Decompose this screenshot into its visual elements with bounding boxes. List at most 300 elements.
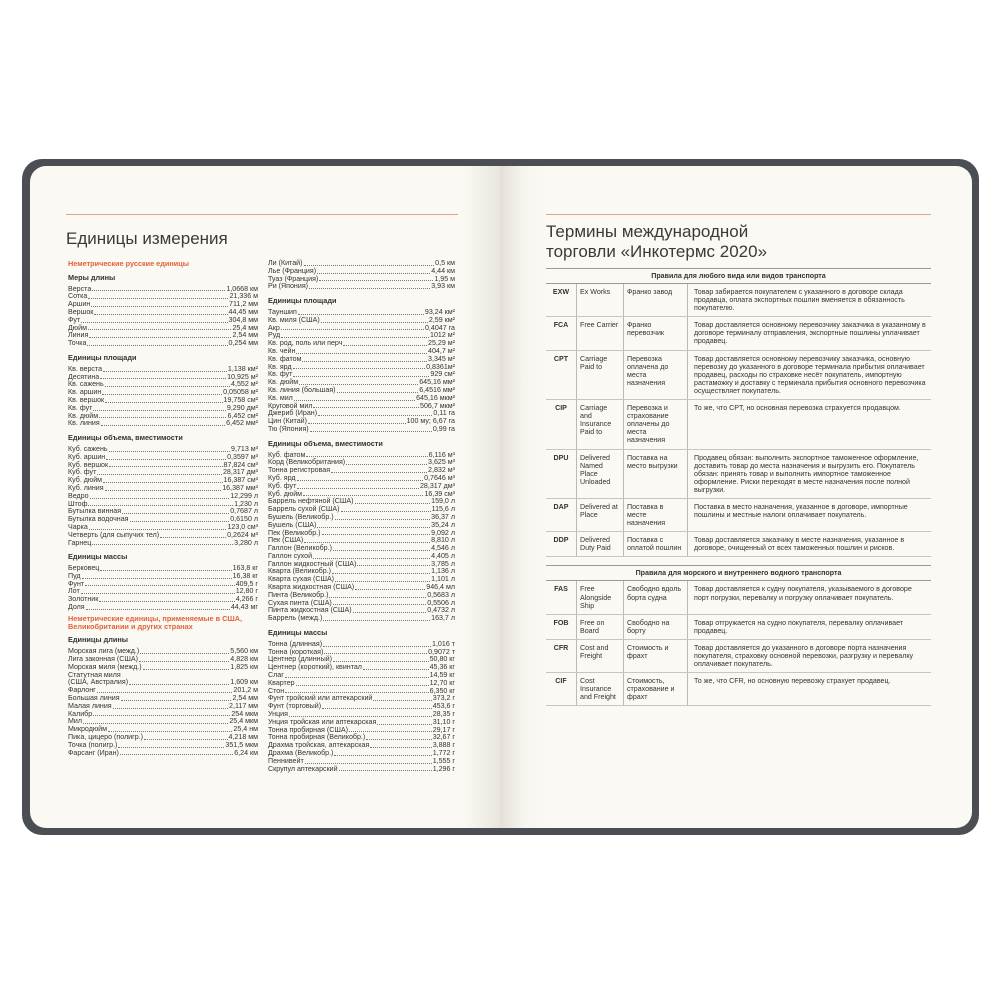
unit-value: 4,546 л xyxy=(431,544,455,553)
unit-value: 44,45 мм xyxy=(228,307,258,316)
unit-value: 3,625 м³ xyxy=(428,458,455,467)
unit-row xyxy=(268,672,455,680)
dot-leader xyxy=(309,283,430,289)
unit-name: Тонна пробирная (США) xyxy=(268,725,348,734)
unit-value: 1,95 м xyxy=(434,274,455,283)
unit-value: 16,387 см³ xyxy=(223,476,258,485)
unit-value: 16,38 кг xyxy=(232,571,258,580)
unit-name: Штоф xyxy=(68,499,88,508)
section-heading: Единицы площади xyxy=(68,352,137,362)
unit-value: 2,54 мм xyxy=(232,331,258,340)
incoterm-code: CIP xyxy=(546,400,577,448)
unit-name: Пек (Великобр.) xyxy=(268,528,321,537)
unit-name: Унция тройская или аптекарская xyxy=(268,717,377,726)
incoterm-description: То же, что CFR, но основную перевозку страхует продавец. xyxy=(694,677,891,686)
dot-leader xyxy=(322,703,432,709)
unit-value: 163,7 л xyxy=(431,614,455,623)
dot-leader xyxy=(89,332,231,338)
incoterm-english: Delivered at Place xyxy=(577,499,624,531)
unit-name: Тю (Япония) xyxy=(268,424,309,433)
unit-row xyxy=(268,680,455,688)
unit-value: 25,4 нм xyxy=(233,725,258,734)
unit-value: 6,452 см² xyxy=(227,411,258,420)
dot-leader xyxy=(140,648,229,654)
dot-leader xyxy=(113,703,228,709)
unit-name: Кв. чейн xyxy=(268,346,296,355)
unit-value: 16,387 мм³ xyxy=(222,483,258,492)
dot-leader xyxy=(99,413,226,419)
dot-leader xyxy=(333,600,426,606)
right-title-line-1: Термины международной xyxy=(546,222,749,241)
dot-leader xyxy=(281,325,424,331)
incoterm-description: Товар забирается покупателем с указанного в договоре склада продавца, оплата экспортных пошлин вменяется в обязанность покупателю. xyxy=(694,288,905,313)
unit-name: Тонна (длинная) xyxy=(268,639,323,648)
dot-leader xyxy=(81,588,235,594)
incoterm-english: Carriage and Insurance Paid to xyxy=(577,400,624,448)
unit-value: 0,11 га xyxy=(433,409,455,418)
incoterm-row xyxy=(546,615,931,640)
unit-name: Куб. фатом xyxy=(268,450,306,459)
incoterm-russian: Перевозка оплачена до места назначения xyxy=(624,351,688,399)
unit-name: Кв. род, поль или перч xyxy=(268,339,343,348)
unit-value: 1,296 г xyxy=(432,764,455,773)
unit-name: Центнер (длинный) xyxy=(268,655,332,664)
incoterm-row xyxy=(546,640,931,673)
unit-name: Бушель (США) xyxy=(268,520,317,529)
unit-name: Квартер xyxy=(268,678,295,687)
dot-leader xyxy=(130,516,230,522)
dot-leader xyxy=(129,679,229,685)
unit-name: Драхма (Великобр.) xyxy=(268,749,334,758)
unit-name: Пек (США) xyxy=(268,536,304,545)
unit-name: Галлон (Великобр.) xyxy=(268,544,332,553)
unit-name: Драхма тройская, аптекарская xyxy=(268,741,370,750)
units-column-2 xyxy=(268,260,455,773)
unit-value: 4,218 мм xyxy=(228,733,258,742)
unit-value: 163,8 кг xyxy=(232,564,258,573)
unit-value: 254 мкм xyxy=(231,709,258,718)
unit-value: 87,824 см³ xyxy=(223,460,258,469)
unit-name: Стон xyxy=(268,686,285,695)
unit-value: 0,05058 м² xyxy=(223,388,258,397)
dot-leader xyxy=(285,672,429,678)
dot-leader xyxy=(99,596,234,602)
dot-leader xyxy=(88,325,231,331)
unit-row xyxy=(268,766,455,774)
unit-name: Лье (Франция) xyxy=(268,266,317,275)
unit-value: 0,9072 т xyxy=(428,647,455,656)
incoterm-description: Товар доставляется основному перевозчику заказчика в указанному в договоре терминалу отправления, экспортные пошлины уплачивает продавец. xyxy=(694,321,926,346)
unit-name: Кв. фатом xyxy=(268,354,302,363)
unit-row xyxy=(68,532,258,540)
unit-row xyxy=(268,364,455,372)
incoterm-row xyxy=(546,284,931,317)
unit-value: 453,6 г xyxy=(432,702,455,711)
unit-value: 1,0668 км xyxy=(226,284,258,293)
dot-leader xyxy=(88,501,233,507)
unit-name: Кв. аршин xyxy=(68,388,102,397)
unit-name: Ри (Япония) xyxy=(268,282,309,291)
unit-row xyxy=(268,703,455,711)
unit-value: 373,2 г xyxy=(432,694,455,703)
unit-value: 2,117 мм xyxy=(229,701,258,710)
dot-leader xyxy=(100,565,231,571)
incoterm-row xyxy=(546,673,931,706)
unit-name: Четверть (для сыпучих тел) xyxy=(68,530,160,539)
dot-leader xyxy=(285,688,428,694)
unit-name: Мил xyxy=(68,717,83,726)
unit-name: Джериб (Иран) xyxy=(268,409,318,418)
unit-name: Галлон сухой xyxy=(268,551,313,560)
unit-value: 711,2 мм xyxy=(229,300,258,309)
unit-name: Фунт (торговый) xyxy=(268,702,322,711)
incoterm-row xyxy=(546,317,931,350)
unit-name: Бушель (Великобр.) xyxy=(268,512,334,521)
dot-leader xyxy=(100,374,226,380)
unit-name: (США, Австралия) xyxy=(68,678,129,687)
dot-leader xyxy=(302,356,427,362)
dot-leader xyxy=(322,530,431,536)
units-column-1 xyxy=(68,260,258,757)
unit-row xyxy=(68,420,258,428)
incoterm-english: Delivered Duty Paid xyxy=(577,532,624,556)
unit-value: 201,2 м xyxy=(233,686,258,695)
unit-value: 50,80 кг xyxy=(429,655,455,664)
unit-name: Фарсанг (Иран) xyxy=(68,748,119,757)
unit-name: Сухая пинта (США) xyxy=(268,598,332,607)
unit-value: 946,4 мл xyxy=(426,583,455,592)
unit-value: 115,6 л xyxy=(431,505,455,514)
unit-name: Кв. линия (большая) xyxy=(268,385,336,394)
unit-name: Чарка xyxy=(68,522,88,531)
unit-row xyxy=(268,325,455,333)
incoterm-english: Cost and Freight xyxy=(577,640,624,672)
incoterm-row xyxy=(546,400,931,449)
unit-name: Кварта жидкостная (США) xyxy=(268,583,355,592)
unit-name: Куб. фут xyxy=(68,468,97,477)
unit-value: 0,6150 л xyxy=(230,515,258,524)
incoterm-row xyxy=(546,499,931,532)
dot-leader xyxy=(109,446,230,452)
unit-value: 0,254 мм xyxy=(228,339,258,348)
dot-leader xyxy=(81,317,227,323)
unit-name: Туаз (Франция) xyxy=(268,274,319,283)
dot-leader xyxy=(332,568,430,574)
unit-value: 1,016 т xyxy=(432,639,455,648)
unit-value: 929 см² xyxy=(430,370,455,379)
unit-name: Кварта сухая (США) xyxy=(268,575,335,584)
unit-name: Кв. ярд xyxy=(268,362,292,371)
incoterm-russian: Свободно вдоль борта судна xyxy=(624,581,688,613)
unit-row xyxy=(68,325,258,333)
unit-name: Большая линия xyxy=(68,694,120,703)
unit-value: 2,54 мм xyxy=(232,694,258,703)
unit-name: Фунт xyxy=(68,579,85,588)
unit-name: Кв. сажень xyxy=(68,380,104,389)
unit-name: Куб. линия xyxy=(68,483,104,492)
unit-name-line: Статутная миля xyxy=(68,670,121,679)
dot-leader xyxy=(108,726,232,732)
unit-row xyxy=(68,565,258,573)
dot-leader xyxy=(297,483,419,489)
dot-leader xyxy=(310,426,432,432)
dot-leader xyxy=(353,607,427,613)
unit-value: 25,4 мм xyxy=(232,323,258,332)
unit-name: Куб. сажень xyxy=(68,444,108,453)
unit-value: 645,16 мкм² xyxy=(416,393,455,402)
dot-leader xyxy=(89,524,227,530)
dot-leader xyxy=(333,545,430,551)
unit-value: 304,8 мм xyxy=(228,315,258,324)
unit-name: Кв. миля (США) xyxy=(268,315,320,324)
incoterm-code: FCA xyxy=(546,317,577,349)
unit-row xyxy=(68,493,258,501)
unit-name: Кв. верста xyxy=(68,364,103,373)
dot-leader xyxy=(308,418,406,424)
incoterm-code: CIF xyxy=(546,673,577,705)
dot-leader xyxy=(109,462,222,468)
dot-leader xyxy=(120,750,233,756)
unit-row xyxy=(68,573,258,581)
unit-name: Тонна (короткая) xyxy=(268,647,324,656)
unit-value: 45,36 кг xyxy=(429,663,455,672)
dot-leader xyxy=(97,687,233,693)
right-title-rule xyxy=(546,214,931,215)
unit-name: Калибр xyxy=(68,709,93,718)
unit-name: Морская лига (межд.) xyxy=(68,647,140,656)
left-page xyxy=(30,166,500,828)
incoterm-english: Free Alongside Ship xyxy=(577,581,624,613)
dot-leader xyxy=(296,680,429,686)
incoterm-english: Free on Board xyxy=(577,615,624,639)
unit-value: 1,230 л xyxy=(234,499,258,508)
unit-value: 0,99 га xyxy=(432,424,455,433)
dot-leader xyxy=(90,493,230,499)
unit-name: Пинта (Великобр.) xyxy=(268,590,329,599)
unit-name: Бутылка винная xyxy=(68,507,122,516)
section-heading-red: Неметрические русские единицы xyxy=(68,259,189,268)
dot-leader xyxy=(94,309,227,315)
unit-value: 4,405 л xyxy=(431,551,455,560)
unit-name: Верста xyxy=(68,284,92,293)
unit-value: 1,609 км xyxy=(230,678,258,687)
unit-name: Слаг xyxy=(268,671,284,680)
unit-value: 32,67 г xyxy=(432,733,455,742)
incoterm-russian: Поставка на место выгрузки xyxy=(624,450,688,498)
unit-value: 2,59 км² xyxy=(428,315,455,324)
dot-leader xyxy=(93,711,230,717)
dot-leader xyxy=(88,293,228,299)
dot-leader xyxy=(85,581,235,587)
unit-value: 9,092 л xyxy=(431,528,455,537)
incoterm-english: Cost Insurance and Freight xyxy=(577,673,624,705)
dot-leader xyxy=(97,469,222,475)
incoterm-english: Free Carrier xyxy=(577,317,624,349)
unit-row xyxy=(68,703,258,711)
unit-row xyxy=(68,540,258,548)
unit-value: 31,10 г xyxy=(432,717,455,726)
unit-value: 4,552 м² xyxy=(231,380,258,389)
unit-value: 506,7 мкм² xyxy=(420,401,455,410)
unit-name: Куб. дюйм xyxy=(68,476,103,485)
unit-name: Тонна пробирная (Великобр.) xyxy=(268,733,366,742)
unit-value: 29,17 г xyxy=(432,725,455,734)
incoterm-description: Поставка в место назначения, указанное в договоре, импортные пошлины и местные налоги оплачивает покупатель. xyxy=(694,502,908,520)
unit-name: Точка xyxy=(68,339,87,348)
left-title-rule xyxy=(66,214,458,215)
incoterm-russian: Перевозка и страхование оплачены до места назначения xyxy=(624,400,688,448)
unit-name: Куб. ярд xyxy=(268,473,296,482)
dot-leader xyxy=(323,641,431,647)
dot-leader xyxy=(313,403,419,409)
unit-value: 12,299 л xyxy=(230,491,258,500)
incoterm-russian: Стоимость и фрахт xyxy=(624,640,688,672)
rules-section-header: Правила для любого вида или видов транспорта xyxy=(546,268,931,284)
unit-row xyxy=(68,340,258,348)
unit-value: 3,345 м² xyxy=(428,354,455,363)
dot-leader xyxy=(304,537,430,543)
incoterm-code: EXW xyxy=(546,284,577,316)
dot-leader xyxy=(331,467,427,473)
unit-name: Пика, цицеро (полигр.) xyxy=(68,733,143,742)
section-heading: Единицы объема, вместимости xyxy=(268,438,383,448)
dot-leader xyxy=(122,508,229,514)
unit-name: Корд (Великобритания) xyxy=(268,458,346,467)
incoterm-russian: Свободно на борту xyxy=(624,615,688,639)
unit-value: 28,35 г xyxy=(432,710,455,719)
unit-name: Фут xyxy=(68,315,81,324)
dot-leader xyxy=(91,301,228,307)
dot-leader xyxy=(357,561,430,567)
unit-value: 28,317 дм³ xyxy=(222,468,258,477)
unit-name: Цин (Китай) xyxy=(268,417,307,426)
unit-name: Кварта (Великобр.) xyxy=(268,567,332,576)
section-heading: Единицы длины xyxy=(68,635,129,645)
dot-leader xyxy=(105,381,230,387)
section-heading: Единицы массы xyxy=(68,552,128,562)
unit-name: Берковец xyxy=(68,564,100,573)
unit-value: 0,4732 л xyxy=(427,606,455,615)
unit-value: 0,4047 га xyxy=(424,323,455,332)
unit-name: Баррель нефтяной (США) xyxy=(268,497,354,506)
unit-value: 4,828 км xyxy=(230,655,258,664)
incoterm-code: CPT xyxy=(546,351,577,399)
dot-leader xyxy=(333,656,429,662)
dot-leader xyxy=(337,387,419,393)
right-title-line-2: торговли «Инкотермс 2020» xyxy=(546,242,768,261)
unit-value: 1012 м² xyxy=(430,331,455,340)
unit-name: Кв. мил xyxy=(268,393,293,402)
dot-leader xyxy=(86,604,230,610)
unit-value: 100 му; 6,67 га xyxy=(406,417,455,426)
dot-leader xyxy=(343,340,427,346)
dot-leader xyxy=(355,498,431,504)
dot-leader xyxy=(103,366,227,372)
unit-value: 0,7687 л xyxy=(230,507,258,516)
unit-value: 159,0 л xyxy=(431,497,455,506)
dot-leader xyxy=(143,664,230,670)
dot-leader xyxy=(294,395,415,401)
dot-leader xyxy=(306,452,427,458)
unit-name: Малая линия xyxy=(68,701,112,710)
incoterm-description: Продавец обязан: выполнить экспортное таможенное оформление, доставить товар до места назначения и выгрузить его. Покупатель обязан: принять товар и выполнить импортное таможенное оформление. Риски переходят в месте назначения после полной выгрузки. xyxy=(694,453,919,494)
unit-value: 4,266 г xyxy=(235,595,258,604)
unit-value: 28,317 дм³ xyxy=(419,481,455,490)
incoterm-description: Товар доставляется заказчику в месте назначения, указанное в договоре, очищенный от всех таможенных пошлин и рисков. xyxy=(694,536,905,553)
unit-value: 5,560 км xyxy=(230,647,258,656)
dot-leader xyxy=(341,506,431,512)
unit-value: 35,24 л xyxy=(431,520,455,529)
unit-name: Кв. фут xyxy=(268,370,293,379)
unit-name: Тауншип xyxy=(268,307,297,316)
right-page-title xyxy=(546,222,767,262)
dot-leader xyxy=(144,734,228,740)
unit-row xyxy=(68,604,258,612)
unit-name: Акр xyxy=(268,323,280,332)
unit-value: 3,888 г xyxy=(432,741,455,750)
dot-leader xyxy=(103,477,222,483)
unit-name: Куб. дюйм xyxy=(268,489,303,498)
unit-name: Доля xyxy=(68,603,85,612)
dot-leader xyxy=(121,695,232,701)
dot-leader xyxy=(334,750,431,756)
dot-leader xyxy=(377,719,431,725)
incoterms-table xyxy=(546,268,931,706)
unit-name: Точка (полигр.) xyxy=(68,740,118,749)
unit-value: 44,43 мг xyxy=(230,603,258,612)
dot-leader xyxy=(105,397,222,403)
unit-value: 36,37 л xyxy=(431,512,455,521)
unit-value: 19,758 см² xyxy=(223,395,258,404)
dot-leader xyxy=(101,420,225,426)
unit-row xyxy=(68,581,258,589)
unit-name: Бутылка водочная xyxy=(68,515,129,524)
unit-row xyxy=(268,615,455,623)
unit-value: 1,138 км² xyxy=(227,364,258,373)
unit-name: Скрупул аптекарский xyxy=(268,764,338,773)
dot-leader xyxy=(321,317,428,323)
dot-leader xyxy=(370,742,431,748)
unit-name: Сотка xyxy=(68,292,88,301)
unit-value: 1,555 г xyxy=(432,756,455,765)
unit-name: Кв. дюйм xyxy=(268,378,299,387)
section-heading: Меры длины xyxy=(68,272,116,282)
unit-name: Куб. фут xyxy=(268,481,297,490)
unit-name: Гарнец xyxy=(68,538,92,547)
unit-value: 16,39 см³ xyxy=(424,489,455,498)
unit-value: 3,93 км xyxy=(431,282,455,291)
dot-leader xyxy=(299,379,418,385)
dot-leader xyxy=(297,475,424,481)
dot-leader xyxy=(355,584,425,590)
unit-name: Кв. дюйм xyxy=(68,411,99,420)
dot-leader xyxy=(281,332,429,338)
incoterm-code: FAS xyxy=(546,581,577,613)
dot-leader xyxy=(298,309,424,315)
unit-value: 123,0 см³ xyxy=(227,522,258,531)
incoterm-description: Товар доставляется до указанного в договоре порта назначения покупателя, страховку основной перевозки, разгрузку и перевалку оплачивает покупатель. xyxy=(694,643,914,669)
dot-leader xyxy=(329,592,426,598)
dot-leader xyxy=(293,364,425,370)
incoterm-code: CFR xyxy=(546,640,577,672)
dot-leader xyxy=(304,260,435,266)
dot-leader xyxy=(305,758,432,764)
unit-name: Унция xyxy=(268,710,288,719)
unit-row xyxy=(268,340,455,348)
incoterm-english: Ex Works xyxy=(577,284,624,316)
dot-leader xyxy=(373,695,431,701)
unit-value: 2,832 м³ xyxy=(428,466,455,475)
